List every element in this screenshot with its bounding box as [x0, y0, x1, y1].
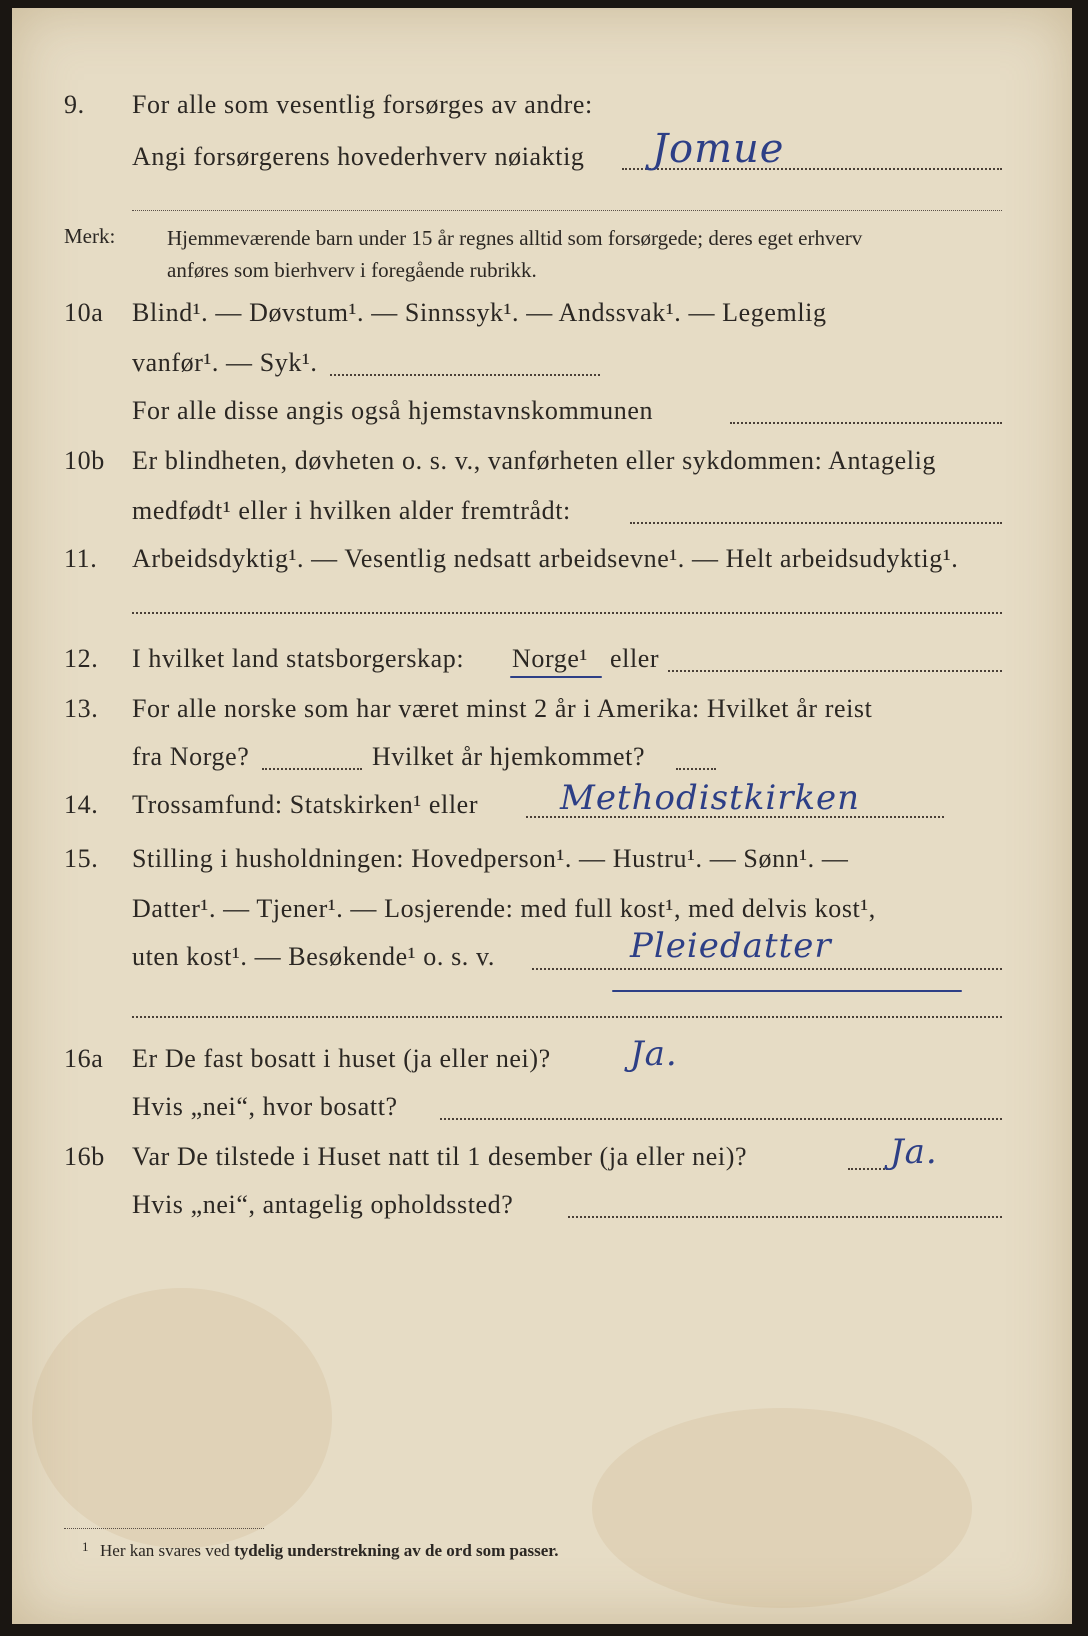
question-text: medfødt¹ eller i hvilken alder fremtrådt: [132, 496, 571, 525]
underlined-option: Norge¹ [512, 644, 588, 673]
note-text-line2: anføres som bierhverv i foregående rubrikk. [167, 258, 537, 282]
question-text: Trossamfund: Statskirken¹ eller [132, 790, 479, 819]
question-number: 9. [64, 90, 85, 119]
question-number: 14. [64, 790, 99, 819]
question-text: Hvis „nei“, hvor bosatt? [132, 1092, 398, 1121]
answer-line [730, 422, 1002, 424]
question-text-suffix: eller [610, 644, 660, 673]
question-number: 15. [64, 844, 99, 873]
question-text: I hvilket land statsborgerskap: [132, 644, 465, 673]
answer-line [676, 768, 716, 770]
paper-stain [592, 1408, 972, 1608]
footnote-mark: 1 [82, 1539, 89, 1554]
question-number: 10a [64, 298, 104, 327]
census-form-page [12, 8, 1072, 1624]
question-text: Blind¹. — Døvstum¹. — Sinnssyk¹. — Andssvak¹. — Legemlig [132, 298, 827, 327]
question-number: 10b [64, 446, 105, 475]
question-text: uten kost¹. — Besøkende¹ o. s. v. [132, 942, 496, 971]
question-text: Angi forsørgerens hovederhverv nøiaktig [132, 142, 585, 171]
answer-line [330, 374, 600, 376]
answer-line [568, 1216, 1002, 1218]
footnote-text: Her kan svares ved [100, 1541, 230, 1560]
question-number: 11. [64, 544, 98, 573]
note-label: Merk: [64, 224, 116, 248]
handwritten-answer: Jomue [652, 126, 785, 172]
question-text: Datter¹. — Tjener¹. — Losjerende: med full kost¹, med delvis kost¹, [132, 894, 876, 923]
question-text: Var De tilstede i Huset natt til 1 desember (ja eller nei)? [132, 1142, 748, 1171]
question-text: vanfør¹. — Syk¹. [132, 348, 318, 377]
question-text: Arbeidsdyktig¹. — Vesentlig nedsatt arbeidsevne¹. — Helt arbeidsudyktig¹. [132, 544, 959, 573]
question-text: Er blindheten, døvheten o. s. v., vanførheten eller sykdommen: Antagelig [132, 446, 936, 475]
paper-stain [32, 1288, 332, 1548]
answer-line [440, 1118, 1002, 1120]
answer-line [132, 612, 1002, 614]
answer-line [630, 522, 1002, 524]
answer-line [532, 968, 1002, 970]
question-number: 16a [64, 1044, 104, 1073]
footnote-rule [64, 1528, 264, 1529]
separator [132, 210, 1002, 211]
question-text: For alle norske som har været minst 2 år i Amerika: Hvilket år reist [132, 694, 873, 723]
footnote-text-bold: tydelig understrekning av de ord som passer. [234, 1541, 559, 1560]
answer-line [132, 1016, 1002, 1018]
answer-line [262, 768, 362, 770]
question-text: For alle disse angis også hjemstavnskommunen [132, 396, 654, 425]
ink-underline [510, 676, 602, 678]
question-number: 16b [64, 1142, 105, 1171]
footnote [82, 1539, 559, 1561]
question-text: For alle som vesentlig forsørges av andre: [132, 90, 593, 119]
handwritten-answer: Pleiedatter [630, 926, 832, 966]
handwritten-answer: Methodistkirken [560, 778, 861, 818]
handwritten-answer: Ja. [630, 1034, 678, 1074]
question-number: 12. [64, 644, 99, 673]
question-number: 13. [64, 694, 99, 723]
ink-underline [612, 990, 962, 992]
handwritten-answer: Ja. [890, 1132, 938, 1172]
question-text: Er De fast bosatt i huset (ja eller nei)? [132, 1044, 551, 1073]
note-text-line1: Hjemmeværende barn under 15 år regnes alltid som forsørgede; deres eget erhverv [167, 226, 863, 250]
question-text: Stilling i husholdningen: Hovedperson¹. — Hustru¹. — Sønn¹. — [132, 844, 849, 873]
question-text: Hvis „nei“, antagelig opholdssted? [132, 1190, 514, 1219]
answer-line [668, 670, 1002, 672]
question-text: Hvilket år hjemkommet? [372, 742, 646, 771]
question-text: fra Norge? [132, 742, 250, 771]
answer-line [848, 1168, 888, 1170]
